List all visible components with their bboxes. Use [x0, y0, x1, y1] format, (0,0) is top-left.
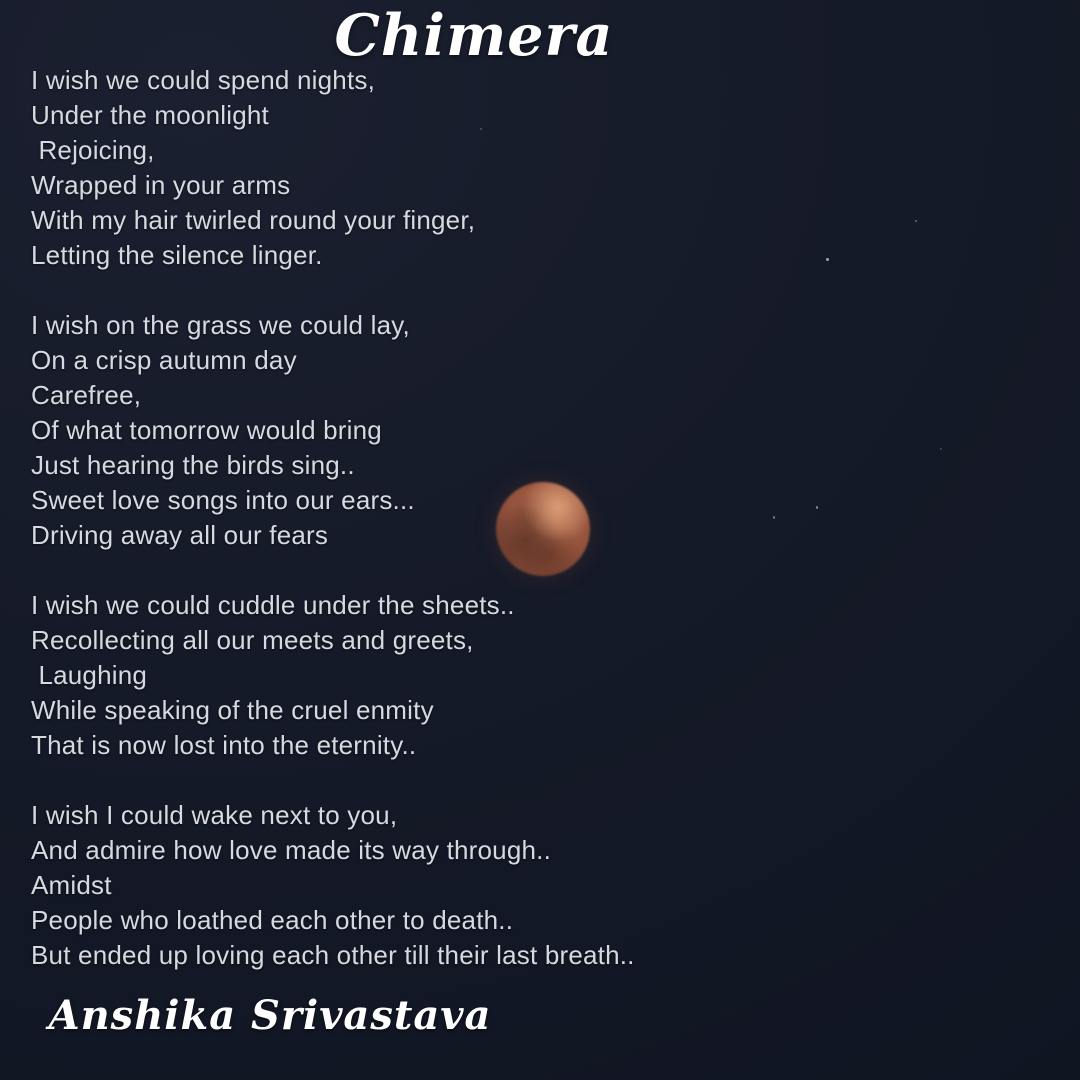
poem-line: While speaking of the cruel enmity	[31, 695, 434, 725]
poem-line: I wish we could spend nights,	[31, 65, 375, 95]
poem-line: But ended up loving each other till their last breath..	[31, 940, 635, 970]
stanza-3	[31, 588, 1011, 763]
star-icon	[915, 220, 917, 222]
star-icon	[826, 258, 829, 261]
star-icon	[816, 506, 818, 509]
stanza-4	[31, 798, 1011, 973]
poem-line: Driving away all our fears	[31, 520, 329, 550]
stanza-1	[31, 63, 1011, 273]
star-icon	[480, 128, 482, 130]
poem-line: And admire how love made its way through..	[31, 835, 551, 865]
poem-line: With my hair twirled round your finger,	[31, 205, 476, 235]
poem-line: Amidst	[31, 870, 112, 900]
poem-line: Carefree,	[31, 380, 142, 410]
poem-line: Laughing	[31, 660, 148, 690]
poem-line: Under the moonlight	[31, 100, 269, 130]
poem-line: That is now lost into the eternity..	[31, 730, 417, 760]
poem-line: Letting the silence linger.	[31, 240, 323, 270]
poem-line: Rejoicing,	[31, 135, 155, 165]
poem-line: Just hearing the birds sing..	[31, 450, 355, 480]
star-icon	[773, 516, 775, 519]
poem-line: Recollecting all our meets and greets,	[31, 625, 474, 655]
poem-line: Wrapped in your arms	[31, 170, 291, 200]
poem-line: I wish I could wake next to you,	[31, 800, 398, 830]
poem-line: Sweet love songs into our ears...	[31, 485, 415, 515]
poem-title: Chimera	[334, 2, 614, 69]
author-signature: Anshika Srivastava	[48, 992, 492, 1039]
poem-line: I wish we could cuddle under the sheets..	[31, 590, 515, 620]
poem-line: People who loathed each other to death..	[31, 905, 514, 935]
poem-line: I wish on the grass we could lay,	[31, 310, 410, 340]
star-icon	[940, 448, 942, 450]
poem-line: Of what tomorrow would bring	[31, 415, 382, 445]
poem-line: On a crisp autumn day	[31, 345, 297, 375]
blood-moon-image	[496, 482, 590, 576]
